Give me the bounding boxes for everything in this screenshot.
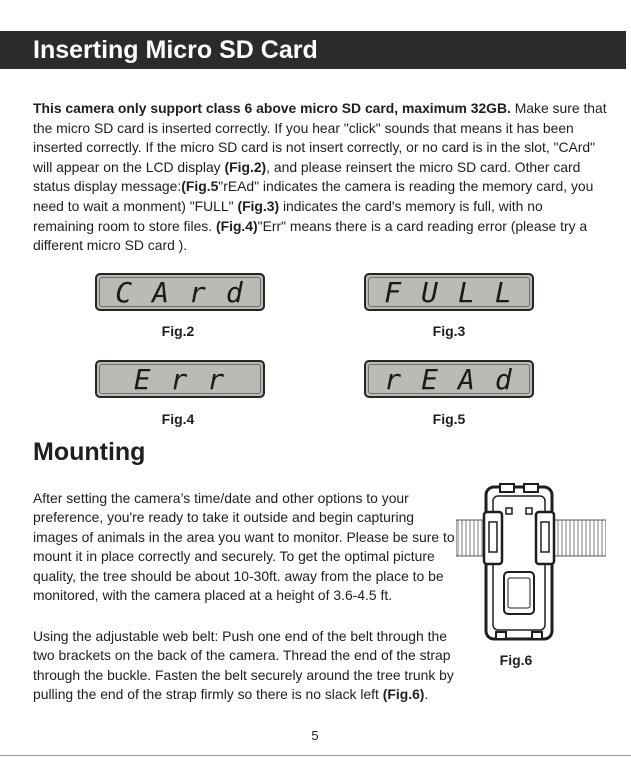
mounting-paragraph-1: After setting the camera’s time/date and other options to your preference, you're ready to take it outside and begin capturing images of animals in the area you want to monitor. Please be sure to mount it in place correctly and securely. To get the optimal picture quality, the tree should be about 10-30ft. away from the place to be monitored, with the camera placed at a height of 3.6-4.5 ft. [33, 490, 455, 604]
lcd-err-display [95, 360, 265, 398]
fig2-caption: Fig.2 [161, 323, 195, 339]
fig4-ref: (Fig.4) [215, 217, 258, 234]
fig6-ref: (Fig.6) [382, 686, 425, 703]
fig4-caption: Fig.4 [161, 411, 195, 427]
fig2-ref: (Fig.2) [224, 158, 267, 175]
intro-text-1: Make sure that the micro SD card is inserted correctly. If you hear "click" sounds that means it has been inserted correctly. If the micro SD card is not insert correctly, or no card is in the slot, "CArd" will appear on the LCD display [33, 100, 607, 175]
lcd-card-display [95, 273, 265, 311]
lcd-read-text: rEAd [384, 362, 532, 396]
intro-paragraph [33, 99, 607, 256]
page-title: Inserting Micro SD Card [33, 36, 318, 64]
fig6-caption: Fig.6 [499, 652, 533, 668]
page-number: 5 [311, 728, 319, 743]
fig5-ref: (Fig.5 [181, 178, 219, 195]
mounting-title: Mounting [33, 438, 146, 466]
intro-text-5: "Err" means there is a card reading error (please try a different micro SD card ). [33, 217, 588, 254]
lcd-err-text: Err [133, 362, 245, 396]
fig3-ref: (Fig.3) [237, 197, 280, 214]
intro-text-2: , and please reinsert the micro SD card. Other card status display message: [33, 158, 581, 195]
mounting-p2-text: Using the adjustable web belt: Push one end of the belt through the two brackets on the back of the camera. Thread the end of the strap through the buckle. Fasten the belt securely around the tree trunk by pulling the end of the strap firmly so there is no slack left [33, 628, 454, 703]
fig5-caption: Fig.5 [432, 411, 466, 427]
camera-belt-illustration [456, 482, 606, 647]
lcd-full-display [364, 273, 534, 311]
header-bar [0, 31, 626, 69]
lcd-full-text: FULL [384, 275, 532, 309]
right-bracket [536, 512, 554, 564]
mounting-paragraph-2 [33, 627, 459, 705]
left-bracket [484, 512, 502, 564]
lcd-card-text: CArd [115, 275, 263, 309]
lcd-read-display [364, 360, 534, 398]
intro-bold-lead: This camera only support class 6 above micro SD card, maximum 32GB. [33, 100, 511, 116]
fig3-caption: Fig.3 [432, 323, 466, 339]
footer-rule [0, 755, 631, 756]
intro-text-3: "rEAd" indicates the camera is reading the memory card, you need to wait a monment) "FULL" [33, 178, 594, 214]
mounting-p2-end: . [424, 686, 429, 703]
intro-text-4: indicates the card's memory is full, with no remaining room to store files. [33, 197, 543, 234]
